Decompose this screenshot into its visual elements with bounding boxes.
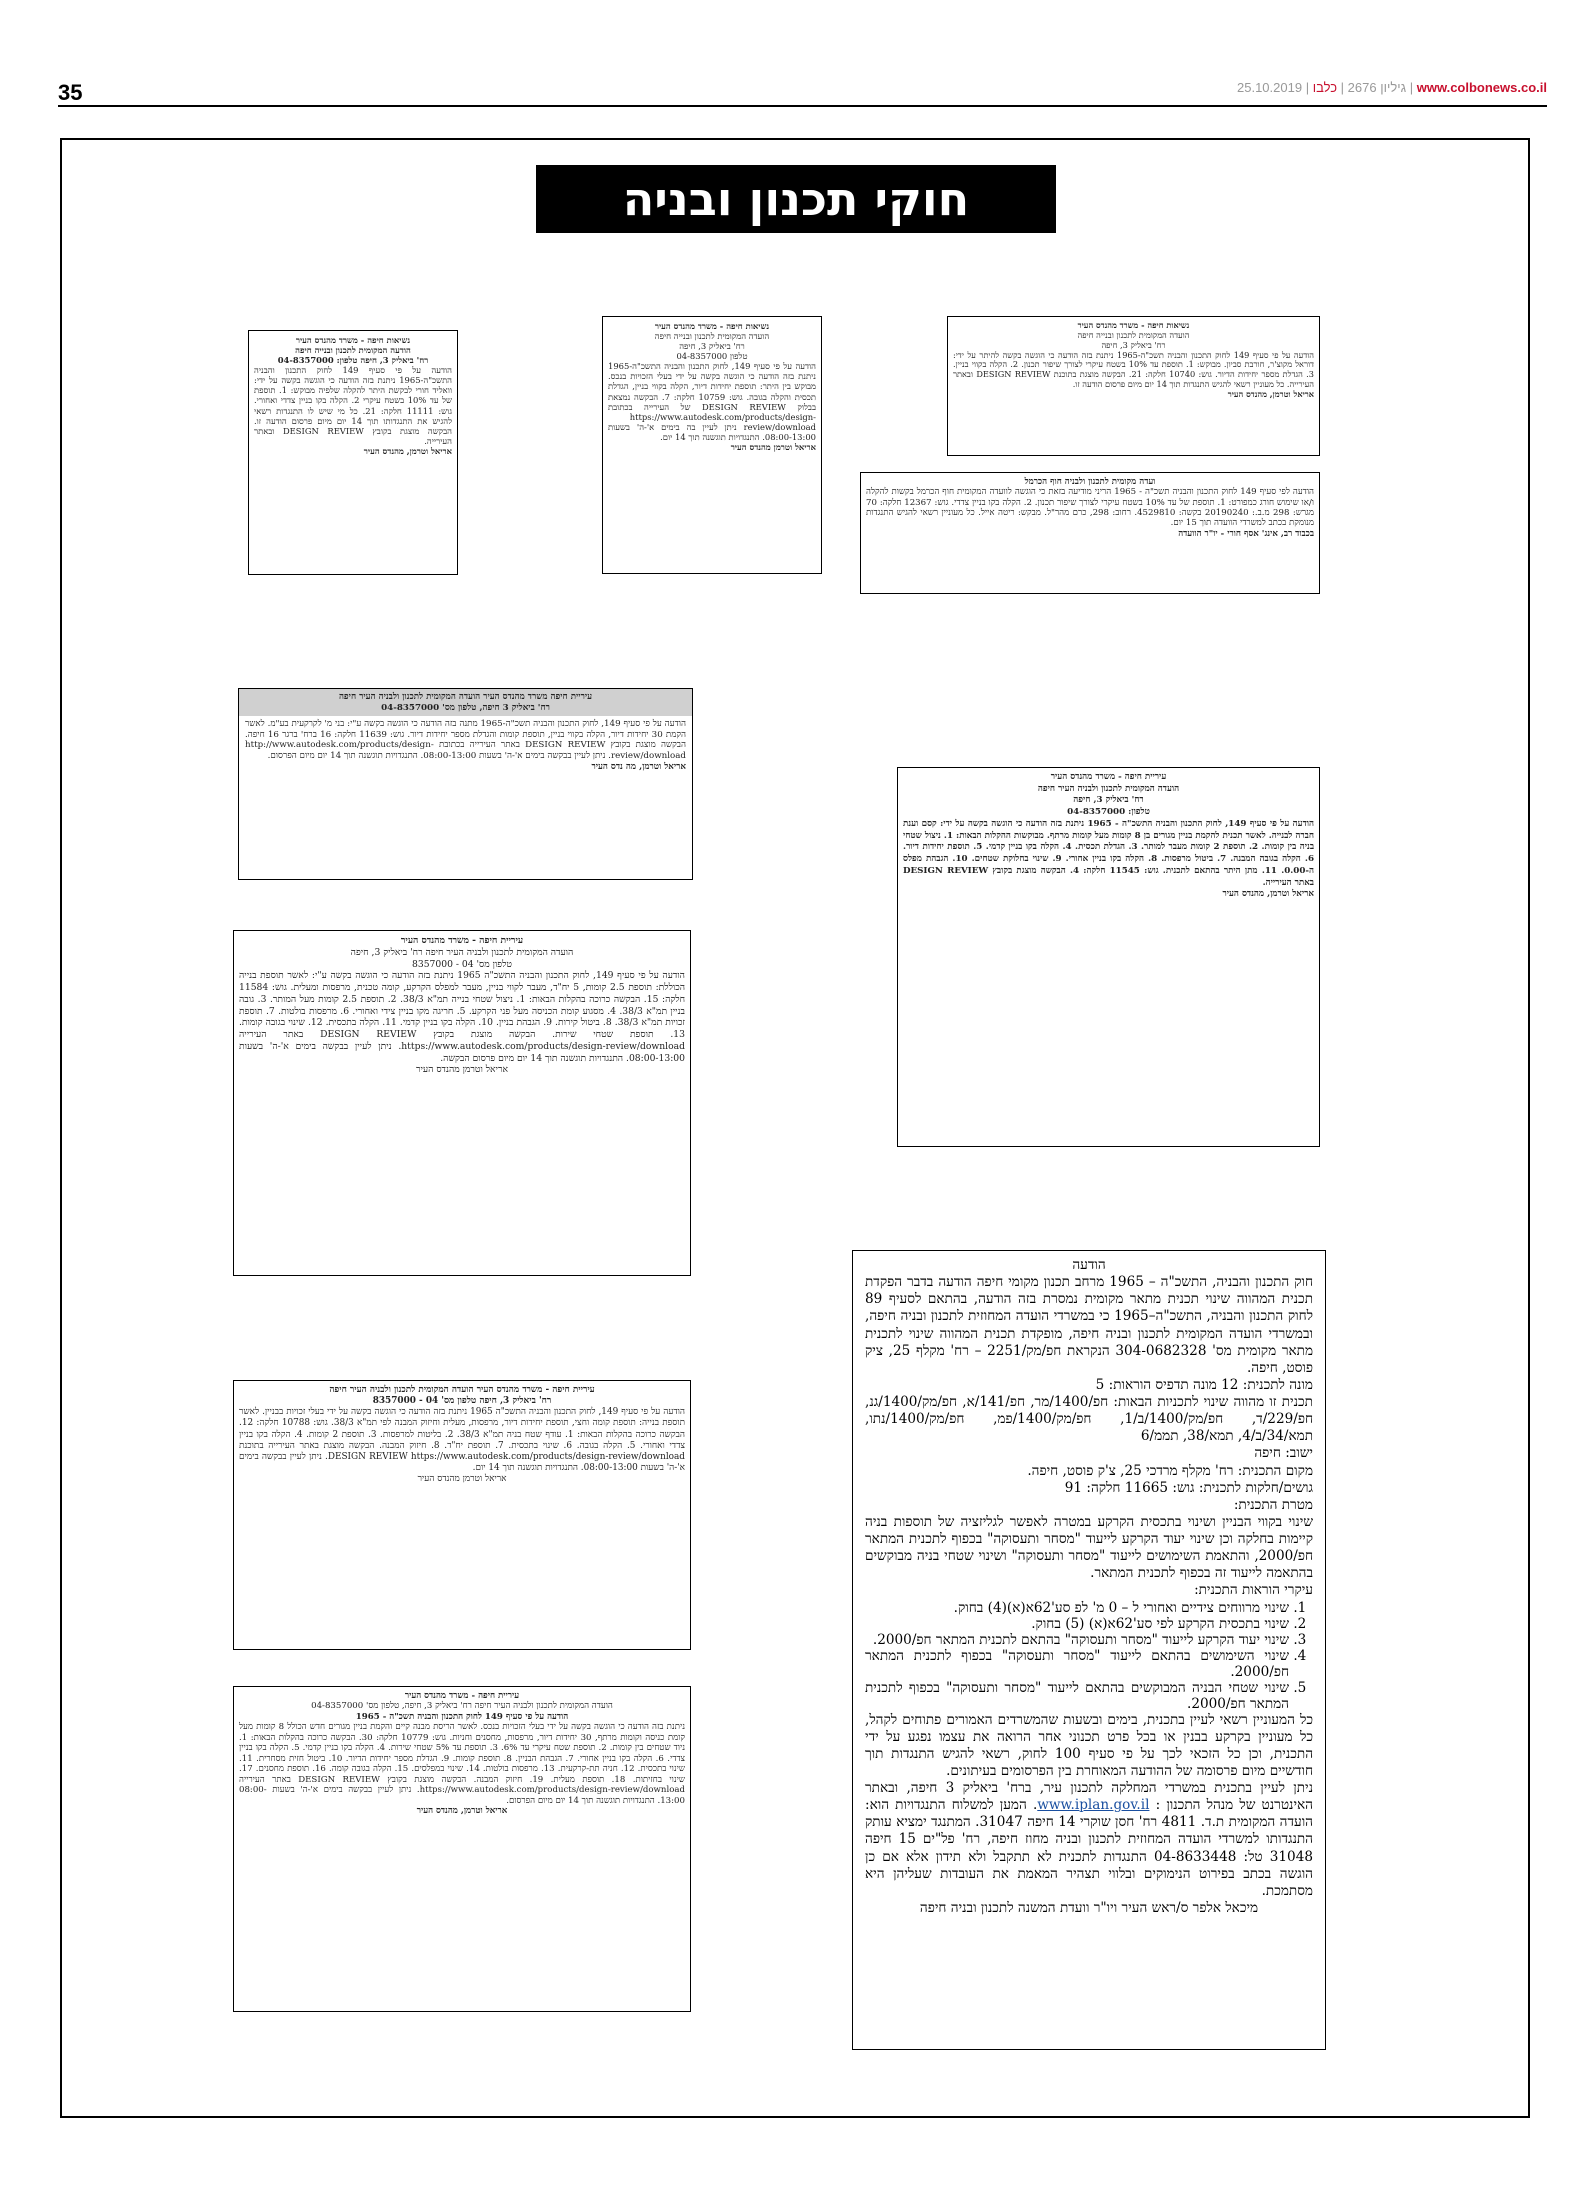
page-header (0, 0, 1595, 120)
notice-address: רח' ביאליק 3, חיפה (1073, 795, 1144, 806)
notice-signature: בכבוד רב, אינג' אסף חורי - יו"ר הוועדה (1178, 528, 1314, 539)
notice-subtitle: הועדה המקומית לתכנון ולבניה העיר חיפה (1037, 783, 1180, 794)
plan-deposit-notice (852, 1250, 1326, 2050)
section-banner: חוקי תכנון ובניה (536, 165, 1056, 233)
notice-title: עיריית חיפה - משרד מהנדס העיר הועדה המקומית לתכנון ולבניה העיר חיפה (329, 1385, 595, 1395)
notice-signature: אריאל וטרמן, מהנדס העיר (363, 445, 452, 456)
notice-title: נשיאות חיפה - משרד מהנדס העיר (1077, 320, 1190, 330)
notice-phone: טלפון: 04-8357000 (1067, 807, 1150, 818)
notice-box (238, 688, 693, 880)
notice-title: עיריית חיפה - משרד מהנדס העיר (404, 1691, 520, 1701)
notice-box (248, 330, 458, 575)
notice-subtitle: הודעה המקומית לתכנון ובנייה חיפה (295, 345, 411, 356)
notice-signature: אריאל וטרמן, מהנדס העיר (1227, 388, 1314, 399)
notice-box (602, 316, 822, 574)
notice-phone: טלפון 04-8357000 (676, 351, 748, 362)
notice-contact: הועדה המקומית לתכנון ולבניה העיר חיפה רח' ביאליק 3, חיפה, טלפון מס' 04-8357000 (311, 1701, 613, 1712)
notice-subtitle: הועדה המקומית לתכנון ולבניה העיר חיפה רח' ביאליק 3, חיפה (350, 946, 574, 958)
notice-address: רח' ביאליק 3, חיפה (679, 341, 745, 352)
notice-contact: רח' ביאליק 3, חיפה טלפון מס' 04 - 8357000 (372, 1396, 552, 1407)
notice-box (233, 1686, 691, 2012)
notice-review-info (865, 1780, 1313, 1900)
notice-address: רח' ביאליק 3, חיפה (1101, 339, 1166, 350)
provision-item: 3. שינוי יעוד הקרקע לייעוד "מסחר ותעסוקה" בהתאם לתכנית המתאר חפ/2000. (865, 1632, 1289, 1648)
notice-title: עיריית חיפה - משרד מהנדס העיר (1050, 772, 1167, 782)
notice-body: הודעה על פי סעיף 149 לחוק התכנון והבניה התשכ"ה-1965 ניתנת בזה הודעה כי הוגשה בקשה על ידי: וואליד חורי לבקשת היתר להקלה שלפיה מבוקש: 1. תוספת של עד 10% בשטח עיקרי 2. הקלה בקו בניין צדדי ואחורי. גוש: 11111 חלקה: 21. כל מי שיש לו התנגדות רשאי להגיש את התנגדותו תוך 14 יום מיום פרסום הודעה זו. הבקשה מוצגת בקובץ DESIGN REVIEW ובאתר העירייה. (254, 365, 452, 446)
notice-parcels: גושים/חלקות לתכנית: גוש: 11665 חלקה: 91 (1064, 1479, 1313, 1496)
notice-phone: טלפון מס' 04 - 8357000 (412, 958, 512, 970)
notice-title: הודעה (1072, 1257, 1106, 1273)
notice-box (897, 767, 1320, 1147)
notice-intro: חוק התכנון והבניה, התשכ"ה – 1965 מרחב תכנון מקומי חיפה הודעה בדבר הפקדת תכנית המהווה שינוי תכנית מתאר מקומית נמסרת בזה הודעה, בהתאם לסעיף 89 לחוק התכנון והבניה, התשכ"ה–1965 כי במשרדי הועדה המחוזית לתכנון ובניה חיפה, ובמשרדי הועדה המקומית לתכנון ובניה חיפה, מופקדת תכנית המהווה שינוי לתכנית מתאר מקומית מס' 304-0682328 הנקראת חפ/מק/2251 – רח' מקלף 25, ציק פוסט, חיפה. (865, 1274, 1314, 1376)
notice-purpose-label: מטרת התכנית: (1233, 1496, 1313, 1513)
notice-body: הודעה על פי סעיף 149, לחוק התכנון והבניה תשכ"ה-1965 מתנה בזה הודעה כי הוגשה בקשה ע"י: בני מ' לקרקעית בע"מ. לאשר הקמת 30 יחידות דיור, הקלה בקווי בניין, תוספת קומות והגדלת מספר יחידות דיור. גוש: 11639 חלקה: 16 ברח' ברגר 16 חיפה. הבקשה מוצגת בקובץ DESIGN REVIEW באתר העירייה בכתובת http://www.autodesk.com/products/design-review/download. ניתן לעיין בבקשה בימים א'-ה' בשעות 08:00-13:00. התנגדויות תוגשנה תוך 14 יום מיום הפרסום. (245, 719, 686, 762)
notice-signature: אריאל וטרמן מהנדס העיר (730, 441, 816, 452)
notice-contact: רח' ביאליק 3, חיפה טלפון: 04-8357000 (277, 355, 429, 366)
notice-box (233, 1380, 691, 1650)
header-rule (58, 105, 1547, 107)
notice-purpose: שינוי בקווי הבניין ושינוי בתכסית הקרקע במטרה לאפשר לגליזציה של תוספות בניה קיימות בחלקה וכן שינוי יעוד הקרקע לייעוד "מסחר ותעסוקה" בכפוף לתכנית המתאר חפ/2000, והתאמת השימושים לייעוד "מסחר ותעסוקה" ושינוי שטחי בניה מבוקשים בהתאמה לייעוד זה בכפוף לתכנית המתאר. (865, 1513, 1313, 1582)
notice-changed-plans: תכנית זו מהווה שינוי לתכניות הבאות: חפ/1400/מר, חפ/141/א, חפ/מק/1400/גנ, חפ/229/ד, חפ/מק/1400/ב/1, חפ/מק/1400/פמ, חפ/מק/1400/נתו, תמא/34/ב/4, תמא/38, תממ/6 (865, 1394, 1313, 1445)
provision-item: 4. שינוי השימושים בהתאם לייעוד "מסחר ותעסוקה" בכפוף לתכנית המתאר חפ/2000. (865, 1648, 1289, 1680)
review-text: ניתן לעיין בתכנית במשרדי המחלקה לתכנון עיר, ברח' ביאליק 3 חיפה, ובאתר האינטרנט של מנהל התכנון : (865, 1780, 1313, 1814)
notice-title: עיריית חיפה משרד מהנדס העיר הועדה המקומית לתכנון ולבניה העיר חיפה (338, 692, 593, 702)
notice-body: הודעה על פי סעיף 149 לחוק התכנון והבניה תשכ"ה-1965 ניתנת בזה הודעה כי הוגשה בקשה להיתר על ידי: דוראל מקוצ'ר, חורבת סביון. מבוקש: 1. תוספת עד 10% בשטח עיקרי לצורך שיפור תכנון. 2. הקלה בקווי בניין. 3. הגדלת מספר יחידות הדיור. גוש: 10740 חלקה: 21. הבקשה מוצגת בתוכנת DESIGN REVIEW ובאתר העירייה. כל מעוניין רשאי להגיש התנגדות תוך 14 יום מיום פרסום הודעה זו. (953, 349, 1315, 390)
issue-date: 25.10.2019 (1237, 80, 1303, 95)
notice-box (233, 930, 691, 1276)
website-link[interactable]: www.colbonews.co.il (1416, 80, 1547, 95)
objection-address: . המען למשלוח התנגדויות הוא: הועדה המקומית ת.ד. 4811 רח' חסן שוקרי 14 חיפה 31047. המתנגד ימציא עותק התנגדותו למשרדי הועדה המחוזית לתכנון ובניה מחוז חיפה, רח' פל"ים 15 חיפה 31048 טל: 04-8633448 התנגדות לתכנית לא תתקבל ולא תידון אלא אם כן הוגשה בכתב בפירוט הנימוקים ובלווי תצהיר המאמת את העובדות שעליהן היא מסתמכת. (865, 1797, 1314, 1899)
notice-header-shade (239, 689, 692, 716)
notice-body: הודעה על פי סעיף 149, לחוק התכנון והבניה התשכ"ה 1965 ניתנת בזה הודעה כי הוגשה בקשה ע"י: לאשר תוספת בנייה הכוללת: תוספת 2.5 קומות, 5 יח"ד, מעבר לקווי בניין, מעבר למפלס הקרקע, קומה טכנית, מרפסות ומעלית. גוש: 11584 חלקה: 15. הבקשה כרוכה בהקלות הבאות: 1. ניצול שטחי בנייה תמ"א 38/3. 2. תוספת 2.5 קומות מעל המותר. 3. גובה בניין תמ"א 38/3. 4. מסגוע קומת הכניסה מעל פני הקרקע. 5. חריגה מקו בניין צידי ואחורי. 6. מרפסות בולטות. 7. תוספת זכויות תמ"א 38/3. 8. ביטול קירות. 9. הגבהת בניין. 10. הקלה בקו בניין קדמי. 11. הקלה בתכסית. 12. שינוי בגובה קומות. 13. תוספת שטחי שירות. הבקשה מוצגת בקובץ DESIGN REVIEW באתר העירייה https://www.autodesk.com/products/design-review/download. ניתן לעיין בבקשה בימים א'-ה' בשעות 08:00-13:00. התנגדויות תוגשנה תוך 14 יום מיום פרסום הבקשה. (239, 970, 686, 1064)
notice-signature: אריאל וטרמן, מה נדס העיר (591, 761, 686, 772)
notice-signature: אריאל וטרמן מהנדס העיר (416, 1064, 508, 1076)
notice-signature: מיכאל אלפר ס/ראש העיר ויו"ר וועדת המשנה לתכנון ובניה חיפה (919, 1899, 1259, 1916)
provision-item: 1. שינוי מרווחים צידיים ואחורי ל – 0 מ' לפ סע'62א(א)(4) בחוק. (865, 1600, 1289, 1616)
notice-subtitle: הועדה המקומית לתכנון ובנייה חיפה (1077, 329, 1190, 340)
issue-number: גיליון 2676 (1347, 80, 1407, 95)
notice-title: ועדה מקומית לתכנון ולבניה חוף הכרמל (1024, 477, 1156, 487)
notice-counter: מונה לתכנית: 12 מונה תדפיס הוראות: 5 (1095, 1376, 1313, 1393)
notice-location: מקום התכנית: רח' מקלף מרדכי 25, צ'ק פוסט, חיפה. (1027, 1462, 1313, 1479)
provisions-list (865, 1600, 1313, 1712)
notice-settlement: ישוב: חיפה (1254, 1445, 1313, 1462)
notice-box (947, 316, 1320, 456)
notice-body: הודעה על פי סעיף 149, לחוק התכנון והבניה התשכ"ה-1965 ניתנת בזה הודעה כי הוגשה בקשה על ידי בעלי הזכויות בנכס. מבוקש בין היתר: תוספת יחידות דיור, הקלה בקווי בניין, הגדלת תכסית והקלה בגובה. גוש: 10759 חלקה: 7. הבקשה נמצאת בבלוק DESIGN REVIEW של העירייה בכתובת https://www.autodesk.com/products/design-review/download ניתן לעיין בה בימים א'-ה' בשעות 08:00-13:00. התנגדויות תוגשנה תוך 14 יום. (608, 361, 817, 442)
notice-contact: רח' ביאליק 3 חיפה, טלפון מס' 04-8357000 (381, 702, 550, 713)
notice-box (860, 472, 1320, 594)
notice-title: נשיאות חיפה - משרד מהנדס העיר (295, 335, 411, 345)
notice-subtitle: הועדה המקומית לתכנון ובנייה חיפה (654, 331, 770, 342)
provision-item: 2. שינוי בתכסית הקרקע לפי סע'62א(א) (5) בחוק. (865, 1616, 1289, 1632)
notice-title: נשיאות חיפה - משרד מהנדס העיר (654, 321, 770, 331)
notice-objection-rights: כל המעוניין רשאי לעיין בתכנית, בימים ובשעות שהמשרדים האמורים פתוחים לקהל, כל מעוניין בקרקע בבנין או בכל פרט תכנוני אחר הרואה את עצמו נפגע על ידי התכנית, וכן כל הזכאי לכך על פי סעיף 100 לחוק, רשאי להגיש התנגדות תוך חודשיים מיום פרסומה של ההודעה המאוחרת בין הפרסומים בעיתונים. (865, 1711, 1314, 1779)
notice-provisions-label: עיקרי הוראות התכנית: (1194, 1582, 1313, 1599)
iplan-link[interactable]: www.iplan.gov.il (1037, 1797, 1150, 1814)
notice-signature: אריאל וטרמן, מהנדס העיר (416, 1806, 508, 1817)
header-info: 25.10.2019 | גיליון 2676 | כלבו | www.colbonews.co.il (1237, 80, 1547, 95)
notice-body: הודעה על פי סעיף 149, לחוק התכנון והבניה התשכ"ה 1965 ניתנת בזה הודעה כי הוגשה בקשה על ידי בעלי זכויות בבניין. לאשר תוספת בנייה: תוספת קומה וחצי, תוספת יחידות דיור, מרפסות, מעלית וחיזוק המבנה לפי תמ"א 38/3. גוש: 10788 חלקה: 12. הבקשה כרוכה בהקלות הבאות: 1. עודף שטח בניה תמ"א 38/3. 2. בליטות למרפסות. 3. תוספת 2 קומות. 4. הקלה בקו בניין צדדי ואחורי. 5. הקלה בגובה. 6. שינוי בתכסית. 7. תוספת יח"ד. 8. חיזוק המבנה. הבקשה מוצגת באתר העירייה בתוכנת DESIGN REVIEW https://www.autodesk.com/products/design-review/download. ניתן לעיין בבקשה בימים א'-ה' בשעות 08:00-13:00. התנגדויות תוגשנה תוך 14 יום. (239, 1407, 686, 1473)
notice-title: עיריית חיפה - משרד מהנדס העיר (400, 935, 524, 946)
notice-body: ניתנת בזה הודעה כי הוגשה בקשה על ידי בעלי הזכויות בנכס. לאשר הריסת מבנה קיים והקמת בניין מגורים חדש הכולל 8 קומות מעל קומת כניסה וקומות מרתף, 30 יחידות דיור, מרפסות, מחסנים וחניות. גוש: 10779 חלקה: 30. הבקשה כרוכה בהקלות הבאות: 1. ניוד שטחים בין קומות. 2. תוספת שטח עיקרי עד 6%. 3. תוספת עד 5% שטחי שירות. 4. הקלה בקו בניין קדמי. 5. הקלה בקו בניין צדדי. 6. הקלה בקו בניין אחורי. 7. הגבהת הבניין. 8. תוספת קומות. 9. הגדלת מספר יחידות הדיור. 10. ביטול חזית מסחרית. 11. שינוי בתכסית. 12. חניה תת-קרקעית. 13. מרפסות בולטות. 14. שינוי במפלסים. 15. הקלה בגובה קומה. 16. תוספת מחסנים. 17. שינוי בחזיתות. 18. תוספת מעלית. 19. חיזוק המבנה. הבקשה מוצגת בקובץ DESIGN REVIEW באתר העירייה https://www.autodesk.com/products/design-review/download. ניתן לעיין בבקשה בימים א'-ה' בשעות 08:00-13:00. התנגדויות תוגשנה תוך 14 יום מיום הפרסום. (239, 1722, 686, 1806)
brand-name: כלבו (1312, 80, 1338, 95)
notice-body: הודעה על פי סעיף 149, לחוק התכנון והבניה התשכ"ה - 1965 ניתנת בזה הודעה כי הוגשה בקשה על ידי: קסם וענת חברה לבנייה. לאשר תכנית להקמת בניין מגורים בן 8 קומות מעל קומות מרתף. מבוקשות ההקלות הבאות: 1. ניצול שטחי בניה בין קומות. 2. תוספת 2 קומות מעבר למותר. 3. הגדלת תכסית. 4. הקלה בקו בניין קדמי. 5. תוספת יחידות דיור. 6. הקלה בגובה המבנה. 7. ביטול מרפסות. 8. הקלה בקו בניין אחורי. 9. שינוי בחלוקת שטחים. 10. הגבהת מפלס ה-0.00. 11. מתן היתר בהתאם לתכנית. גוש: 11545 חלקה: 4. הבקשה מוצגת בקובץ DESIGN REVIEW באתר העירייה. (903, 818, 1315, 888)
notice-signature: אריאל וטרמן, מהנדס העיר (1222, 889, 1314, 900)
notice-body: הודעה לפי סעיף 149 לחוק התכנון והבניה תשכ"ה - 1965 הריני מודיעה בזאת כי הוגשה לוועדה המקומית חוף הכרמל בקשות להקלה ו/או שימוש חורג כמפורט: 1. תוספת של עד 10% בשטח עיקרי לצורך שיפור תכנון. 2. הקלה בקו בניין צדדי. גוש: 12367 חלקה: 70 מגרש: 298 מ.ב.: 20190240 בקשה: 4529810. רחוב: 298, כרם מהר"ל. מבקש: ריטה אייל. כל מעוניין רשאי להגיש התנגדות מנומקת בכתב למשרדי הוועדה תוך 15 יום. (866, 487, 1314, 529)
provision-item: 5. שינוי שטחי הבניה המבוקשים בהתאם לייעוד "מסחר ותעסוקה" בכפוף לתכנית המתאר חפ/2000. (865, 1680, 1289, 1712)
page-number: 35 (58, 80, 83, 105)
notice-signature: אריאל וטרמן מהנדס העיר (417, 1474, 507, 1484)
notice-law-line: הודעה על פי סעיף 149 לחוק התכנון והבניה תשכ"ה - 1965 (355, 1711, 569, 1722)
